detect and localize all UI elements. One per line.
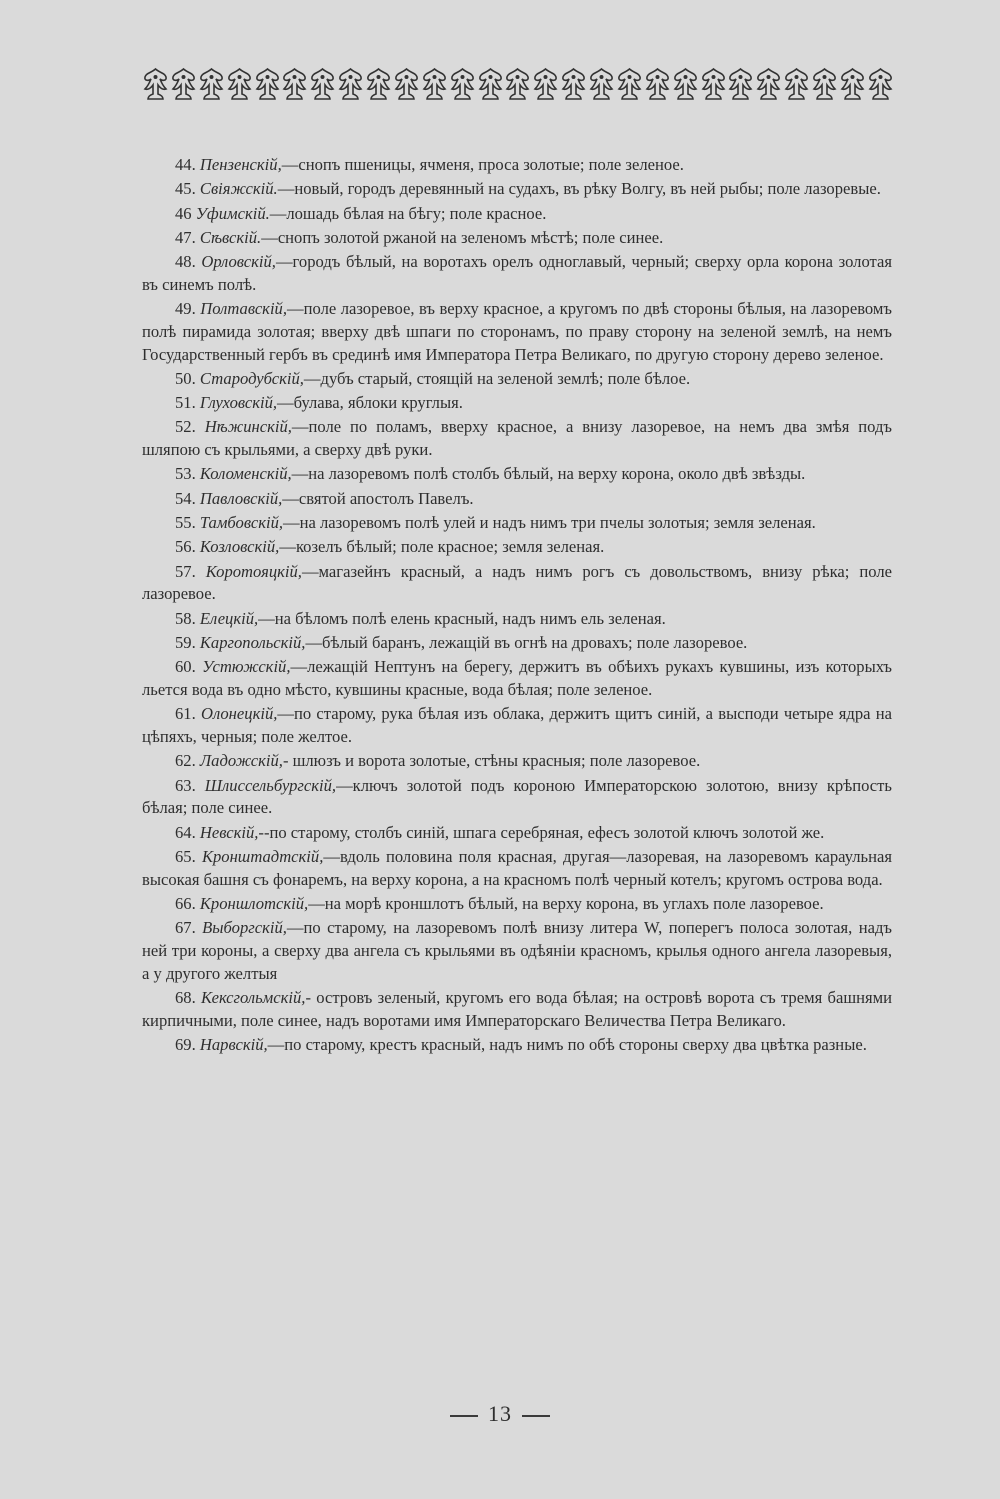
entry-name: Стародубскій, (199, 368, 304, 388)
entry-44 (142, 154, 892, 177)
entry-name: Каргопольскій, (199, 632, 306, 652)
entry-number: 47. (175, 227, 196, 247)
entry-63 (142, 775, 892, 820)
entry-text: —поле по поламъ, вверху красное, а внизу лазоревое, на немъ два змѣя подъ шляпою съ крыльями, а сверху двѣ руки. (142, 417, 892, 460)
ornament-motif (421, 67, 448, 101)
ornament-motif (616, 67, 643, 101)
ornament-motif (755, 67, 782, 101)
entry-text: —магазейнъ красный, а надъ нимъ рогъ съ довольствомъ, внизу рѣка; поле лазоревое. (142, 561, 893, 604)
entry-text: —по старому, на лазоревомъ полѣ внизу литера W, поперегъ полоса золотая, надъ ней три короны, а сверху два ангела съ крыльями въ одѣяніи красномъ, крылья одного ангела лазоревыя, а у другого желтыя (142, 918, 892, 983)
ornament-motif (839, 67, 866, 101)
ornament-motif (337, 67, 364, 101)
entry-text: —лежащій Нептунъ на берегу, держитъ въ обѣихъ рукахъ кувшины, изъ которыхъ льется вода въ одно мѣсто, кувшины красные, вода бѣлая; поле зеленое. (142, 657, 892, 699)
dash-ornament (450, 1415, 478, 1417)
entry-number: 65. (175, 846, 196, 866)
entry-text: - островъ зеленый, кругомъ его вода бѣлая; на островѣ ворота съ тремя башнями кирпичными, поле синее, надъ воротами имя Императорскаго Величества Петра Великаго. (142, 987, 892, 1030)
entry-48 (142, 251, 892, 296)
entry-text: —ключъ золотой подъ короною Императорскою золотою, внизу крѣпость бѣлая; поле синее. (142, 775, 892, 818)
entry-text: —на лазоревомъ полѣ столбъ бѣлый, на верху корона, около двѣ звѣзды. (291, 464, 806, 484)
entry-text: —на лазоревомъ полѣ улей и надъ нимъ три пчелы золотыя; земля зеленая. (283, 513, 816, 533)
entry-text: --по старому, столбъ синій, шпага серебряная, ефесъ золотой ключъ золотой же. (258, 822, 825, 842)
entry-number: 62. (175, 751, 196, 771)
ornament-motif (226, 67, 253, 101)
ornament-motif (142, 67, 169, 101)
entry-54 (142, 488, 892, 511)
entry-45 (142, 178, 892, 201)
entry-name: Полтавскій, (200, 299, 288, 319)
entry-number: 67. (175, 918, 196, 938)
ornament-motif (783, 67, 810, 101)
entry-56 (142, 536, 892, 559)
entry-name: Уфимскій. (195, 203, 270, 223)
ornament-motif (811, 67, 838, 101)
entry-number: 61. (175, 704, 196, 724)
entry-name: Орловскій, (201, 252, 276, 272)
ornament-motif (700, 67, 727, 101)
ornament-motif (170, 67, 197, 101)
entry-name: Елецкій, (199, 608, 259, 628)
ornament-motif (449, 67, 476, 101)
entry-text: —бѣлый баранъ, лежащій въ огнѣ на дровахъ; поле лазоревое. (305, 632, 748, 652)
entry-text: —новый, городъ деревянный на судахъ, въ рѣку Волгу, въ ней рыбы; поле лазоревые. (277, 179, 881, 199)
entry-number: 60. (175, 657, 196, 677)
ornament-motif (560, 67, 587, 101)
entry-text: —на морѣ кроншлотъ бѣлый, на верху корона, въ углахъ поле лазоревое. (308, 893, 824, 913)
entry-name: Олонецкій, (200, 704, 278, 724)
entry-number: 51. (175, 393, 196, 413)
entry-number: 68. (175, 987, 196, 1007)
entry-number: 54. (175, 488, 196, 508)
text-body (142, 154, 892, 1058)
entry-text: —снопъ пшеницы, ячменя, проса золотые; поле зеленое. (281, 155, 684, 174)
entry-name: Коротояцкій, (205, 561, 302, 581)
entry-50 (142, 368, 892, 391)
entry-number: 45. (175, 179, 196, 199)
ornament-motif (254, 67, 281, 101)
entry-49 (142, 298, 892, 366)
page-number: 13 (488, 1401, 512, 1426)
entry-name: Павловскій, (199, 488, 283, 508)
ornament-motif (477, 67, 504, 101)
ornament-motif (867, 67, 894, 101)
entry-55 (142, 512, 892, 535)
entry-name: Нарвскій, (199, 1034, 268, 1054)
entry-number: 46 (175, 203, 192, 223)
entry-number: 64. (175, 822, 196, 842)
entry-name: Кронштадтскій, (201, 846, 324, 866)
entry-number: 66. (175, 893, 196, 913)
entry-text: —святой апостолъ Павелъ. (282, 488, 474, 508)
entry-number: 69. (175, 1034, 196, 1054)
entry-name: Пензенскій, (199, 155, 282, 174)
entry-51 (142, 392, 892, 415)
entry-name: Нѣжинскій, (204, 417, 292, 437)
ornament-motif (504, 67, 531, 101)
ornament-motif (393, 67, 420, 101)
entry-text: —на бѣломъ полѣ елень красный, надъ нимъ ель зеленая. (258, 608, 666, 628)
entry-46 (142, 203, 892, 226)
entry-number: 55. (175, 513, 196, 533)
entry-53 (142, 463, 892, 486)
entry-text: —поле лазоревое, въ верху красное, а кругомъ по двѣ стороны бѣлыя, на лазоревомъ полѣ пирамида золотая; вверху двѣ шпаги по сторонамъ, по праву сторону на зеленой землѣ, на немъ Государственный гербъ въ срединѣ имя Императора Петра Великаго, по другую сторону дерево зеленое. (142, 299, 892, 364)
page-number-footer (0, 1401, 1000, 1427)
entry-text: —булава, яблоки круглыя. (277, 393, 463, 413)
entry-number: 48. (175, 252, 196, 272)
entry-number: 44. (175, 155, 196, 174)
entry-name: Коломенскій, (199, 464, 292, 484)
entry-number: 58. (175, 608, 196, 628)
ornament-motif (365, 67, 392, 101)
entry-text: —городъ бѣлый, на воротахъ орелъ одноглавый, черный; сверху орла корона золотая въ синемъ полѣ. (142, 252, 892, 294)
entry-64 (142, 822, 892, 845)
ornament-motif (727, 67, 754, 101)
entry-number: 63. (175, 775, 196, 795)
entry-name: Устюжскій, (202, 657, 291, 677)
entry-number: 52. (175, 417, 196, 437)
entry-number: 59. (175, 632, 196, 652)
entry-name: Тамбовскій, (199, 513, 284, 533)
entry-65 (142, 846, 892, 891)
ornament-motif (672, 67, 699, 101)
entry-name: Глуховскій, (199, 393, 278, 413)
entry-text: —лошадь бѣлая на бѣгу; поле красное. (269, 203, 547, 223)
entry-67 (142, 917, 892, 985)
entry-name: Сѣвскій. (199, 227, 262, 247)
ornament-motif (198, 67, 225, 101)
entry-name: Свіяжскій. (199, 179, 278, 199)
entry-number: 49. (175, 299, 196, 319)
entry-text: —по старому, рука бѣлая изъ облака, держитъ щитъ синій, а высподи четыре ядра на цѣпяхъ, черныя; поле желтое. (142, 704, 892, 746)
entry-name: Выборгскій, (202, 918, 287, 938)
entry-60 (142, 656, 892, 701)
entry-68 (142, 987, 892, 1032)
entry-name: Невскій, (199, 822, 259, 842)
entry-66 (142, 893, 892, 916)
entry-text: —снопъ золотой ржаной на зеленомъ мѣстѣ; поле синее. (261, 227, 664, 247)
entry-61 (142, 703, 892, 748)
entry-number: 56. (175, 537, 196, 557)
entry-47 (142, 227, 892, 250)
entry-name: Кроншлотскій, (199, 893, 309, 913)
entry-text: —дубъ старый, стоящій на зеленой землѣ; поле бѣлое. (303, 368, 691, 388)
ornament-motif (532, 67, 559, 101)
ornament-motif (644, 67, 671, 101)
entry-number: 53. (175, 464, 196, 484)
entry-name: Козловскій, (199, 537, 280, 557)
entry-69 (142, 1034, 892, 1057)
entry-57 (142, 561, 892, 606)
entry-name: Кексгольмскій, (201, 987, 306, 1007)
ornamental-header-border (142, 66, 894, 102)
entry-58 (142, 608, 892, 631)
entry-name: Ладожскій, (199, 751, 283, 771)
ornament-motif (309, 67, 336, 101)
entry-59 (142, 632, 892, 655)
entry-number: 50. (175, 368, 196, 388)
dash-ornament (522, 1415, 550, 1417)
entry-name: Шлиссельбургскій, (204, 775, 337, 795)
entry-number: 57. (175, 561, 196, 581)
entry-text: —вдоль половина поля красная, другая—лазоревая, на лазоревомъ караульная высокая башня съ фонаремъ, на верху корона, а на красномъ полѣ черный котелъ; кругомъ острова вода. (142, 846, 893, 889)
ornament-motif (281, 67, 308, 101)
entry-text: - шлюзъ и ворота золотые, стѣны красныя; поле лазоревое. (282, 751, 701, 771)
entry-text: —по старому, крестъ красный, надъ нимъ по обѣ стороны сверху два цвѣтка разные. (267, 1034, 867, 1054)
entry-62 (142, 750, 892, 773)
ornament-motif (588, 67, 615, 101)
entry-text: —козелъ бѣлый; поле красное; земля зеленая. (279, 537, 605, 557)
entry-52 (142, 416, 892, 461)
